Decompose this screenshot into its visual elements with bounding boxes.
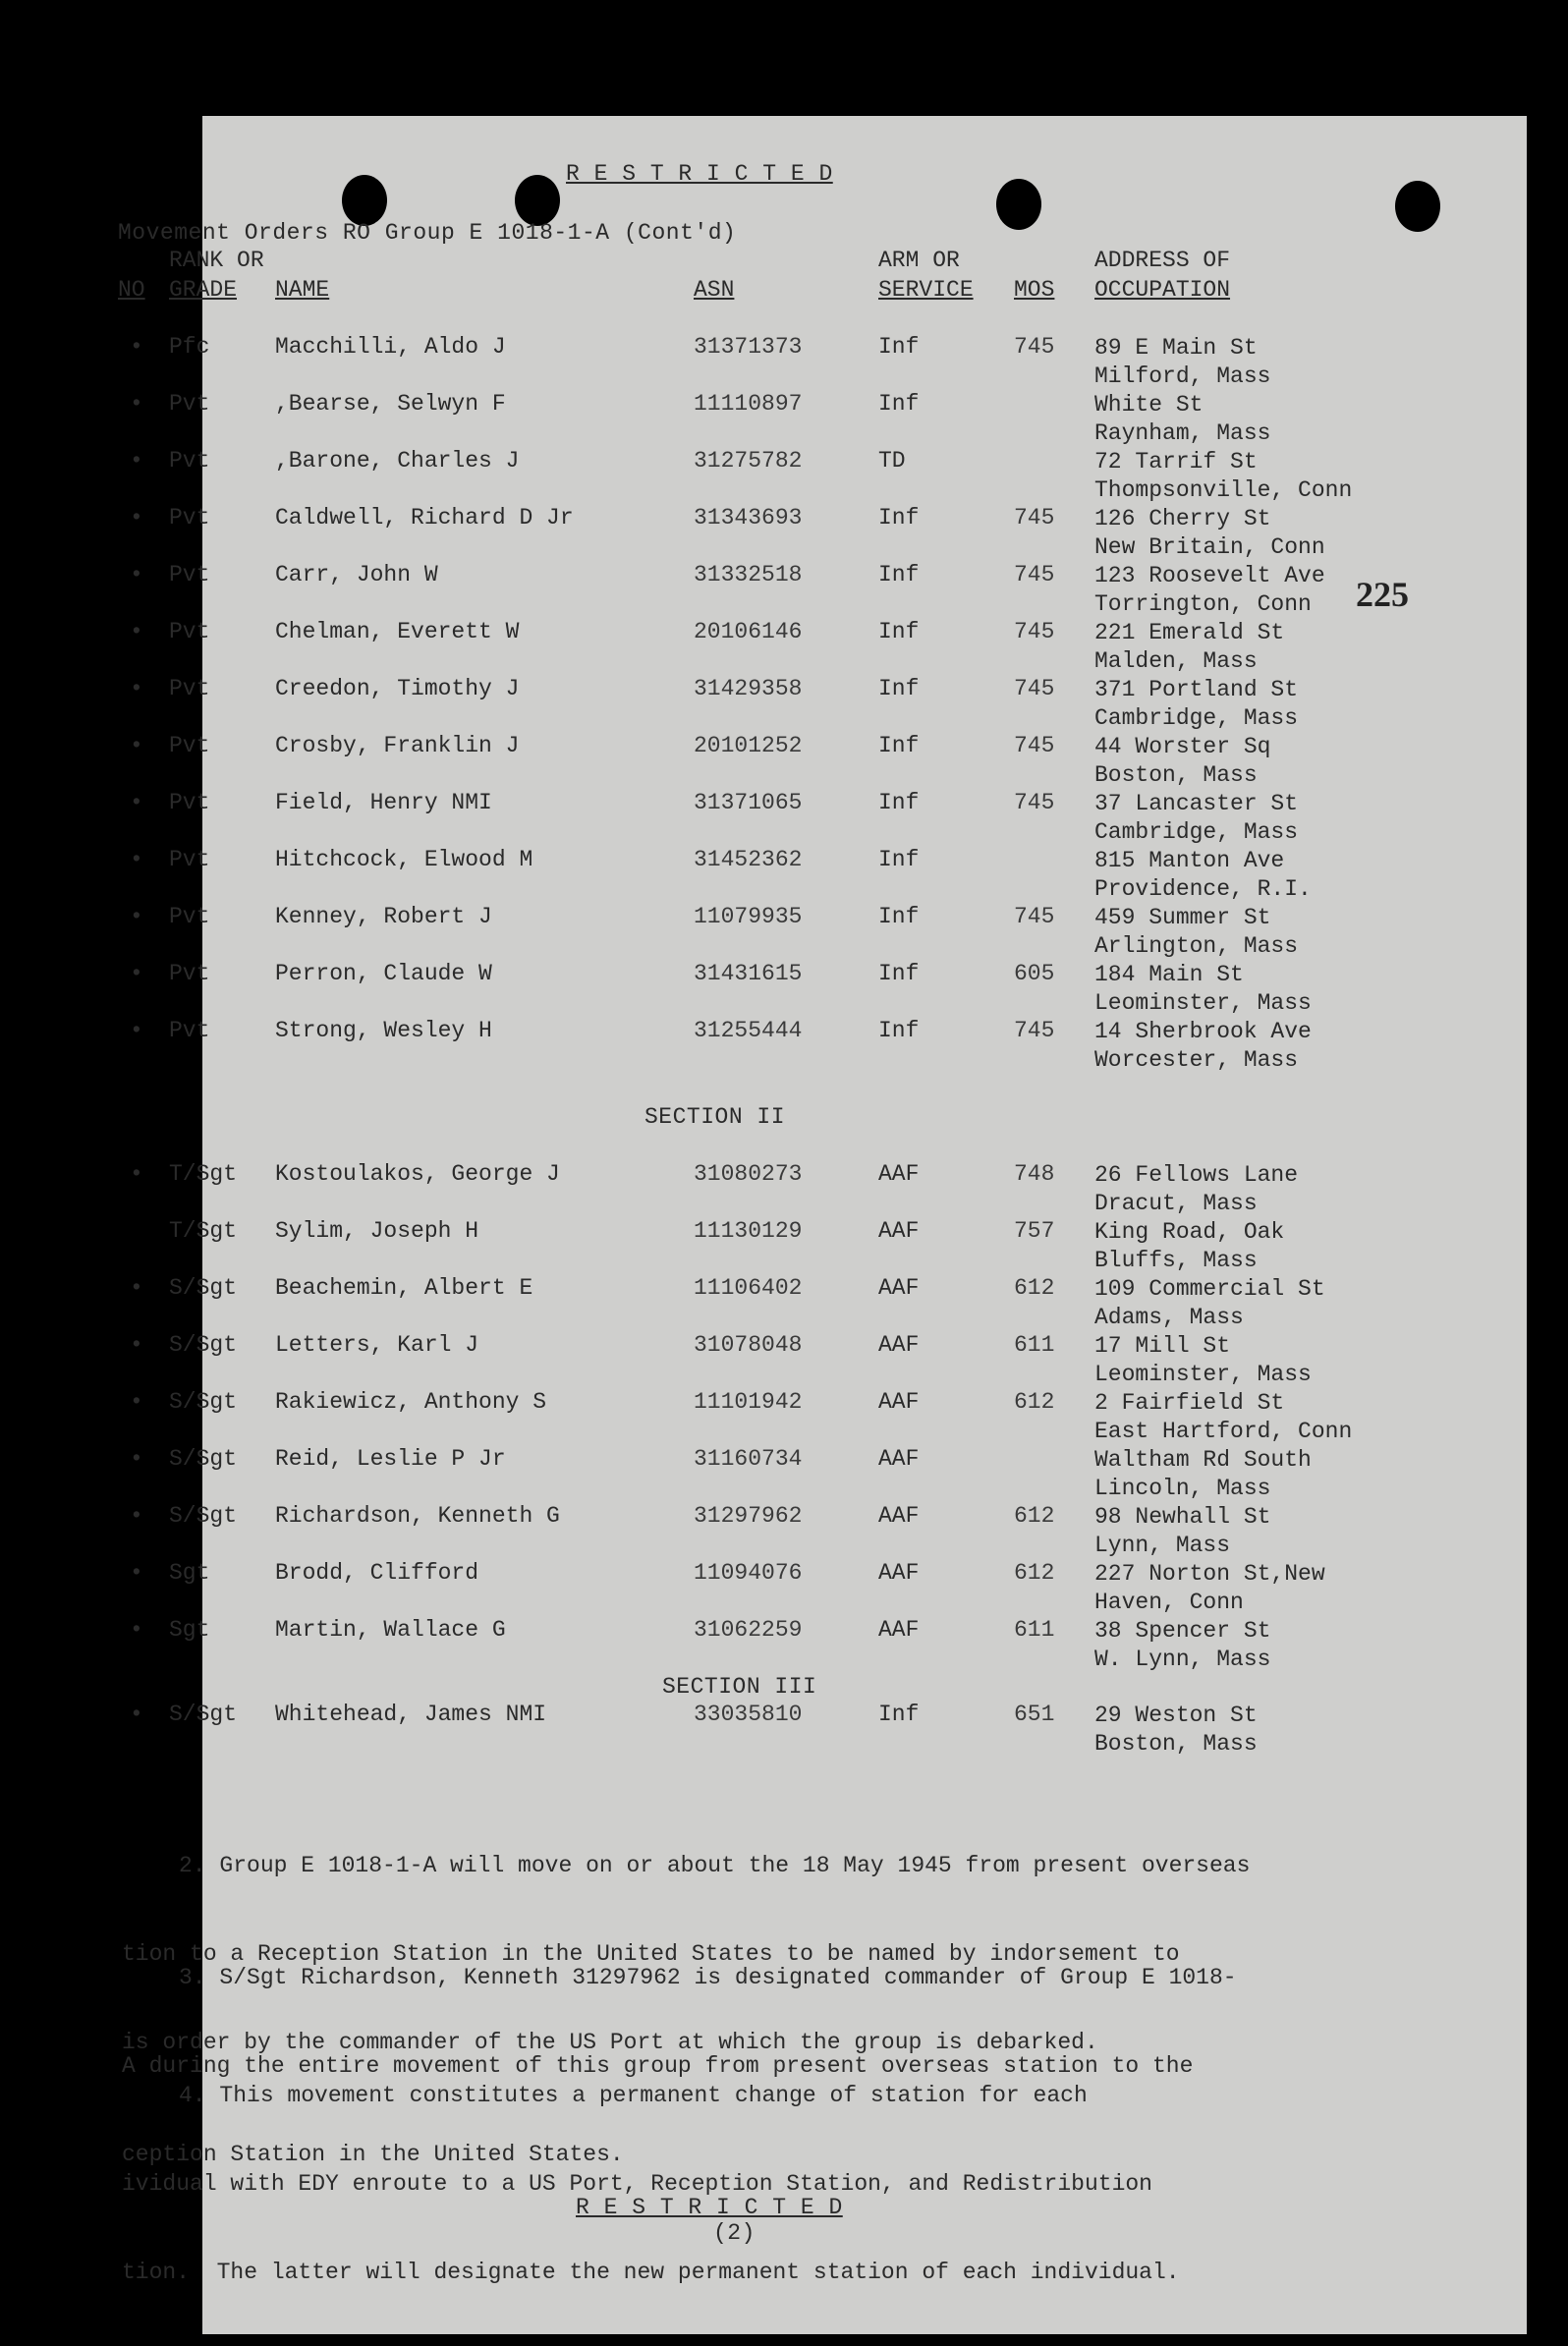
name-cell: Richardson, Kenneth G: [275, 1503, 560, 1529]
address-cell: [1094, 1161, 1298, 1218]
mos-cell: 612: [1014, 1503, 1055, 1529]
address-line-2: Cambridge, Mass: [1094, 705, 1299, 731]
mos-cell: 612: [1014, 1275, 1055, 1301]
roster-row: [130, 1161, 1527, 1218]
arm-cell: Inf: [878, 1702, 920, 1727]
mos-cell: 748: [1014, 1161, 1055, 1187]
roster-row: [130, 676, 1527, 733]
rank-cell: T/Sgt: [169, 1218, 238, 1244]
asn-cell: 11110897: [694, 391, 803, 417]
row-bullet: •: [130, 1446, 143, 1472]
mos-cell: 605: [1014, 961, 1055, 986]
mos-cell: 612: [1014, 1389, 1055, 1415]
page-stamp-number: 225: [1356, 575, 1409, 614]
punch-hole: [1395, 181, 1440, 232]
address-line-1: 371 Portland St: [1094, 677, 1299, 702]
col-header-occupation: OCCUPATION: [1094, 277, 1231, 303]
mos-cell: 745: [1014, 505, 1055, 531]
roster-row: [130, 1617, 1527, 1674]
paragraph-4-line: ividual with EDY enroute to a US Port, Reception Station, and Redistribution: [122, 2171, 1152, 2197]
asn-cell: 11130129: [694, 1218, 803, 1244]
rank-cell: Pvt: [169, 904, 210, 929]
name-cell: Whitehead, James NMI: [275, 1702, 547, 1727]
rank-cell: S/Sgt: [169, 1702, 238, 1727]
address-line-2: Cambridge, Mass: [1094, 819, 1299, 845]
row-bullet: •: [130, 1161, 143, 1187]
address-line-2: Malden, Mass: [1094, 648, 1258, 674]
paragraph-4-line: tion. The latter will designate the new permanent station of each individual.: [122, 2260, 1180, 2285]
address-line-2: Adams, Mass: [1094, 1305, 1244, 1330]
name-cell: Macchilli, Aldo J: [275, 334, 506, 360]
roster-row: [130, 619, 1527, 676]
name-cell: Reid, Leslie P Jr: [275, 1446, 506, 1472]
asn-cell: 33035810: [694, 1702, 803, 1727]
address-cell: [1094, 505, 1325, 562]
arm-cell: Inf: [878, 676, 920, 701]
asn-cell: 31160734: [694, 1446, 803, 1472]
arm-cell: Inf: [878, 1018, 920, 1043]
address-line-1: King Road, Oak: [1094, 1219, 1285, 1245]
asn-cell: 31080273: [694, 1161, 803, 1187]
address-line-1: 37 Lancaster St: [1094, 791, 1299, 816]
row-bullet: •: [130, 1560, 143, 1586]
address-line-2: Boston, Mass: [1094, 762, 1258, 788]
address-cell: [1094, 1018, 1312, 1075]
paragraph-3-line: 3. S/Sgt Richardson, Kenneth 31297962 is designated commander of Group E 1018-: [179, 1965, 1237, 1990]
arm-cell: Inf: [878, 562, 920, 587]
arm-cell: AAF: [878, 1275, 920, 1301]
rank-cell: S/Sgt: [169, 1275, 238, 1301]
name-cell: Beachemin, Albert E: [275, 1275, 533, 1301]
address-cell: [1094, 1389, 1352, 1446]
paragraph-2-line: 2. Group E 1018-1-A will move on or about the 18 May 1945 from present overseas: [179, 1853, 1251, 1878]
mos-cell: 745: [1014, 790, 1055, 815]
name-cell: Letters, Karl J: [275, 1332, 479, 1358]
arm-cell: TD: [878, 448, 906, 474]
mos-cell: 651: [1014, 1702, 1055, 1727]
address-cell: [1094, 1332, 1312, 1389]
address-line-1: 72 Tarrif St: [1094, 449, 1258, 475]
asn-cell: 11106402: [694, 1275, 803, 1301]
address-line-2: Lynn, Mass: [1094, 1533, 1231, 1558]
row-bullet: •: [130, 448, 143, 474]
asn-cell: 31343693: [694, 505, 803, 531]
rank-cell: Pvt: [169, 1018, 210, 1043]
name-cell: Brodd, Clifford: [275, 1560, 479, 1586]
punch-hole: [996, 179, 1041, 230]
name-cell: ,Barone, Charles J: [275, 448, 520, 474]
address-line-1: 184 Main St: [1094, 962, 1244, 987]
name-cell: ,Bearse, Selwyn F: [275, 391, 506, 417]
rank-cell: S/Sgt: [169, 1446, 238, 1472]
asn-cell: 11094076: [694, 1560, 803, 1586]
restricted-footer: R E S T R I C T E D: [576, 2195, 843, 2220]
paragraph-2-line: tion to a Reception Station in the United States to be named by indorsement to: [122, 1941, 1180, 1967]
rank-cell: Pvt: [169, 676, 210, 701]
arm-cell: Inf: [878, 391, 920, 417]
rank-cell: S/Sgt: [169, 1389, 238, 1415]
arm-cell: AAF: [878, 1617, 920, 1643]
address-line-1: 227 Norton St,New: [1094, 1561, 1325, 1587]
address-line-2: Boston, Mass: [1094, 1731, 1258, 1757]
address-line-1: 14 Sherbrook Ave: [1094, 1019, 1312, 1044]
roster-row: [130, 1332, 1527, 1389]
mos-cell: 611: [1014, 1332, 1055, 1358]
row-bullet: •: [130, 562, 143, 587]
asn-cell: 31429358: [694, 676, 803, 701]
col-header-asn: ASN: [694, 277, 735, 303]
asn-cell: 31275782: [694, 448, 803, 474]
address-line-2: Haven, Conn: [1094, 1590, 1244, 1615]
col-header-grade: GRADE: [169, 277, 238, 303]
name-cell: Kostoulakos, George J: [275, 1161, 560, 1187]
roster-row: [130, 1560, 1527, 1617]
address-line-1: White St: [1094, 392, 1204, 418]
address-cell: [1094, 1617, 1270, 1674]
address-line-2: Raynham, Mass: [1094, 420, 1271, 446]
address-line-1: 815 Manton Ave: [1094, 848, 1285, 873]
restricted-header: R E S T R I C T E D: [566, 161, 833, 187]
asn-cell: 31332518: [694, 562, 803, 587]
address-line-2: Bluffs, Mass: [1094, 1248, 1258, 1273]
address-line-2: East Hartford, Conn: [1094, 1419, 1353, 1444]
name-cell: Kenney, Robert J: [275, 904, 492, 929]
name-cell: Chelman, Everett W: [275, 619, 520, 644]
address-line-2: Lincoln, Mass: [1094, 1476, 1271, 1501]
arm-cell: AAF: [878, 1389, 920, 1415]
roster-row: [130, 1389, 1527, 1446]
arm-cell: AAF: [878, 1560, 920, 1586]
asn-cell: 11101942: [694, 1389, 803, 1415]
mos-cell: 745: [1014, 1018, 1055, 1043]
arm-cell: Inf: [878, 334, 920, 360]
col-header-name: NAME: [275, 277, 330, 303]
mos-cell: 745: [1014, 334, 1055, 360]
arm-cell: AAF: [878, 1446, 920, 1472]
row-bullet: •: [130, 790, 143, 815]
rank-cell: Pvt: [169, 790, 210, 815]
roster-row: [130, 1702, 1527, 1759]
asn-cell: 20101252: [694, 733, 803, 758]
address-line-1: 2 Fairfield St: [1094, 1390, 1285, 1416]
address-cell: [1094, 904, 1298, 961]
arm-cell: AAF: [878, 1332, 920, 1358]
address-line-1: 459 Summer St: [1094, 905, 1271, 930]
rank-cell: Sgt: [169, 1617, 210, 1643]
roster-row: [130, 847, 1527, 904]
address-cell: [1094, 1446, 1312, 1503]
asn-cell: 20106146: [694, 619, 803, 644]
roster-row: [130, 334, 1527, 391]
punch-hole: [342, 175, 387, 226]
arm-cell: Inf: [878, 904, 920, 929]
mos-cell: 745: [1014, 562, 1055, 587]
address-line-1: 126 Cherry St: [1094, 506, 1271, 531]
roster-row: [130, 1446, 1527, 1503]
row-bullet: •: [130, 1275, 143, 1301]
col-header-no: NO: [118, 277, 145, 303]
arm-cell: Inf: [878, 961, 920, 986]
mos-cell: 745: [1014, 619, 1055, 644]
address-cell: [1094, 847, 1312, 904]
roster-row: [130, 1503, 1527, 1560]
row-bullet: •: [130, 961, 143, 986]
mos-cell: 745: [1014, 733, 1055, 758]
mos-cell: 611: [1014, 1617, 1055, 1643]
rank-cell: Pvt: [169, 847, 210, 872]
arm-cell: Inf: [878, 619, 920, 644]
arm-cell: Inf: [878, 505, 920, 531]
address-cell: [1094, 961, 1312, 1018]
address-line-1: 26 Fellows Lane: [1094, 1162, 1299, 1188]
address-line-2: Thompsonville, Conn: [1094, 477, 1353, 503]
page-number: (2): [713, 2220, 756, 2246]
address-cell: [1094, 562, 1325, 619]
row-bullet: •: [130, 1332, 143, 1358]
rank-cell: Pvt: [169, 961, 210, 986]
asn-cell: 31078048: [694, 1332, 803, 1358]
asn-cell: 31371065: [694, 790, 803, 815]
paragraph-2-line: is order by the commander of the US Port at which the group is debarked.: [122, 2030, 1098, 2055]
asn-cell: 31452362: [694, 847, 803, 872]
section-2-label: SECTION II: [644, 1104, 786, 1130]
address-cell: [1094, 391, 1270, 448]
paragraph-3-line: A during the entire movement of this group from present overseas station to the: [122, 2053, 1194, 2079]
address-line-2: Dracut, Mass: [1094, 1191, 1258, 1216]
address-line-2: Torrington, Conn: [1094, 591, 1312, 617]
rank-cell: Pvt: [169, 505, 210, 531]
name-cell: Strong, Wesley H: [275, 1018, 492, 1043]
col-header-arm: ARM OR: [878, 248, 960, 273]
row-bullet: •: [130, 676, 143, 701]
asn-cell: 31062259: [694, 1617, 803, 1643]
row-bullet: •: [130, 619, 143, 644]
rank-cell: Pfc: [169, 334, 210, 360]
roster-row: [130, 391, 1527, 448]
col-header-mos: MOS: [1014, 277, 1055, 303]
address-cell: [1094, 733, 1270, 790]
address-line-1: 123 Roosevelt Ave: [1094, 563, 1325, 588]
row-bullet: •: [130, 1018, 143, 1043]
row-bullet: •: [130, 1702, 143, 1727]
rank-cell: Pvt: [169, 391, 210, 417]
address-line-1: Waltham Rd South: [1094, 1447, 1312, 1473]
address-cell: [1094, 1218, 1284, 1275]
address-line-2: Providence, R.I.: [1094, 876, 1312, 902]
row-bullet: •: [130, 1617, 143, 1643]
address-cell: [1094, 1560, 1325, 1617]
punch-hole: [515, 175, 560, 226]
roster-row: [130, 448, 1527, 505]
address-line-1: 98 Newhall St: [1094, 1504, 1271, 1530]
name-cell: Hitchcock, Elwood M: [275, 847, 533, 872]
address-line-2: Leominster, Mass: [1094, 1362, 1312, 1387]
document-page: [118, 116, 1527, 2334]
col-header-service: SERVICE: [878, 277, 974, 303]
mos-cell: 745: [1014, 904, 1055, 929]
address-cell: [1094, 334, 1270, 391]
asn-cell: 31431615: [694, 961, 803, 986]
address-line-1: 89 E Main St: [1094, 335, 1258, 361]
document-title: Movement Orders RO Group E 1018-1-A (Cont'd): [118, 220, 737, 246]
roster-row: [130, 961, 1527, 1018]
rank-cell: Pvt: [169, 733, 210, 758]
address-line-1: 17 Mill St: [1094, 1333, 1231, 1359]
name-cell: Carr, John W: [275, 562, 438, 587]
address-line-1: 44 Worster Sq: [1094, 734, 1271, 759]
arm-cell: AAF: [878, 1218, 920, 1244]
rank-cell: S/Sgt: [169, 1332, 238, 1358]
row-bullet: •: [130, 1389, 143, 1415]
section-3-label: SECTION III: [662, 1674, 817, 1700]
row-bullet: •: [130, 1503, 143, 1529]
asn-cell: 31297962: [694, 1503, 803, 1529]
arm-cell: Inf: [878, 847, 920, 872]
name-cell: Caldwell, Richard D Jr: [275, 505, 574, 531]
arm-cell: AAF: [878, 1503, 920, 1529]
address-cell: [1094, 1503, 1270, 1560]
paragraph-4-line: 4. This movement constitutes a permanent change of station for each: [179, 2083, 1088, 2108]
arm-cell: Inf: [878, 790, 920, 815]
row-bullet: •: [130, 904, 143, 929]
address-cell: [1094, 790, 1298, 847]
name-cell: Perron, Claude W: [275, 961, 492, 986]
address-line-2: Worcester, Mass: [1094, 1047, 1299, 1073]
roster-row: [130, 505, 1527, 562]
row-bullet: •: [130, 847, 143, 872]
name-cell: Creedon, Timothy J: [275, 676, 520, 701]
rank-cell: Sgt: [169, 1560, 210, 1586]
arm-cell: Inf: [878, 733, 920, 758]
row-bullet: •: [130, 334, 143, 360]
address-line-2: Milford, Mass: [1094, 363, 1271, 389]
address-line-2: Arlington, Mass: [1094, 933, 1299, 959]
asn-cell: 11079935: [694, 904, 803, 929]
row-bullet: •: [130, 505, 143, 531]
mos-cell: 745: [1014, 676, 1055, 701]
rank-cell: T/Sgt: [169, 1161, 238, 1187]
name-cell: Rakiewicz, Anthony S: [275, 1389, 547, 1415]
col-header-rank: RANK OR: [169, 248, 264, 273]
address-line-1: 221 Emerald St: [1094, 620, 1285, 645]
roster-row: [130, 562, 1527, 619]
roster-row: [130, 733, 1527, 790]
roster-row: [169, 1218, 1527, 1275]
row-bullet: •: [130, 733, 143, 758]
address-line-1: 29 Weston St: [1094, 1703, 1258, 1728]
col-header-address: ADDRESS OF: [1094, 248, 1231, 273]
mos-cell: 612: [1014, 1560, 1055, 1586]
roster-row: [130, 1018, 1527, 1075]
paragraph-4: [122, 2022, 1180, 2346]
asn-cell: 31371373: [694, 334, 803, 360]
row-bullet: •: [130, 391, 143, 417]
name-cell: Martin, Wallace G: [275, 1617, 506, 1643]
name-cell: Sylim, Joseph H: [275, 1218, 479, 1244]
address-cell: [1094, 676, 1298, 733]
paragraph-3-line: ception Station in the United States.: [122, 2142, 624, 2167]
rank-cell: Pvt: [169, 562, 210, 587]
name-cell: Field, Henry NMI: [275, 790, 492, 815]
arm-cell: AAF: [878, 1161, 920, 1187]
address-line-2: New Britain, Conn: [1094, 534, 1325, 560]
address-line-2: W. Lynn, Mass: [1094, 1647, 1271, 1672]
address-cell: [1094, 448, 1352, 505]
roster-row: [130, 904, 1527, 961]
asn-cell: 31255444: [694, 1018, 803, 1043]
rank-cell: Pvt: [169, 619, 210, 644]
rank-cell: S/Sgt: [169, 1503, 238, 1529]
roster-row: [130, 790, 1527, 847]
address-line-1: 38 Spencer St: [1094, 1618, 1271, 1644]
address-line-1: 109 Commercial St: [1094, 1276, 1325, 1302]
roster-row: [130, 1275, 1527, 1332]
name-cell: Crosby, Franklin J: [275, 733, 520, 758]
rank-cell: Pvt: [169, 448, 210, 474]
mos-cell: 757: [1014, 1218, 1055, 1244]
address-line-2: Leominster, Mass: [1094, 990, 1312, 1016]
address-cell: [1094, 1275, 1325, 1332]
address-cell: [1094, 1702, 1258, 1759]
address-cell: [1094, 619, 1284, 676]
